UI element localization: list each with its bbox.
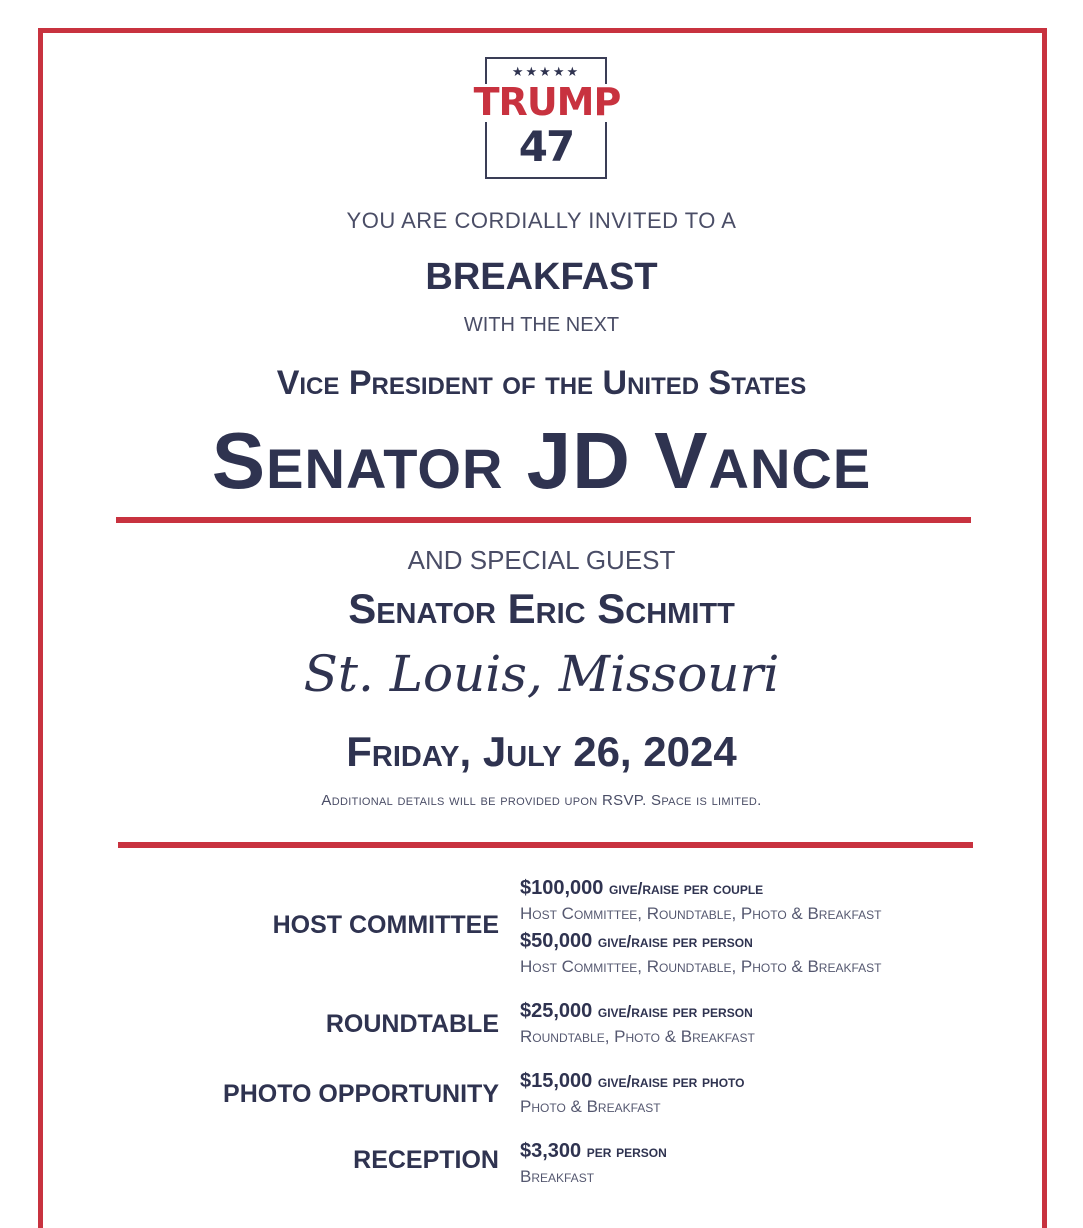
honoree-name: Senator JD Vance xyxy=(211,416,872,505)
amount-unit: per person xyxy=(586,1142,667,1161)
honoree-title: Vice President of the United States xyxy=(276,364,807,402)
logo-stars: ★★★★★ xyxy=(511,64,581,79)
event-date: Friday, July 26, 2024 xyxy=(346,728,737,775)
amount-value: $100,000 xyxy=(520,877,604,899)
tier-desc-host-person: Host Committee, Roundtable, Photo & Breakfast xyxy=(520,957,882,976)
invitation-with: WITH THE NEXT xyxy=(463,314,620,336)
tier-amount-reception xyxy=(520,1140,667,1163)
amount-value: $3,300 xyxy=(520,1140,582,1162)
logo-wordmark: TRUMP xyxy=(473,80,621,124)
event-details-note: Additional details will be provided upon RSVP. Space is limited. xyxy=(321,792,762,809)
tier-desc-host-couple: Host Committee, Roundtable, Photo & Breakfast xyxy=(520,904,882,923)
tier-amount-roundtable xyxy=(520,1000,753,1023)
amount-value: $25,000 xyxy=(520,1000,593,1022)
amount-unit: give/raise per person xyxy=(597,1002,753,1021)
special-guest-intro: AND SPECIAL GUEST xyxy=(407,545,676,575)
special-guest-name: Senator Eric Schmitt xyxy=(348,585,735,632)
tier-label-roundtable: ROUNDTABLE xyxy=(325,1010,499,1038)
amount-unit: give/raise per couple xyxy=(608,879,764,898)
tier-desc-reception: Breakfast xyxy=(520,1167,595,1186)
amount-unit: give/raise per person xyxy=(597,932,753,951)
amount-value: $50,000 xyxy=(520,930,593,952)
tier-label-reception: RECEPTION xyxy=(353,1146,499,1174)
invitation-intro: YOU ARE CORDIALLY INVITED TO A xyxy=(346,208,737,233)
tier-desc-photo: Photo & Breakfast xyxy=(520,1097,661,1116)
tier-label-photo-opportunity: PHOTO OPPORTUNITY xyxy=(223,1080,499,1108)
divider-top xyxy=(116,517,971,523)
event-type: BREAKFAST xyxy=(425,256,658,298)
tier-amount-host-couple xyxy=(520,877,763,900)
amount-value: $15,000 xyxy=(520,1070,593,1092)
event-location: St. Louis, Missouri xyxy=(303,645,780,703)
tier-label-host-committee: HOST COMMITTEE xyxy=(272,911,499,939)
tier-desc-roundtable: Roundtable, Photo & Breakfast xyxy=(520,1027,755,1046)
divider-bottom xyxy=(118,842,973,848)
tier-amount-host-person xyxy=(520,930,753,953)
amount-unit: give/raise per photo xyxy=(597,1072,745,1091)
logo-number: 47 xyxy=(518,122,574,171)
tier-amount-photo xyxy=(520,1070,745,1093)
